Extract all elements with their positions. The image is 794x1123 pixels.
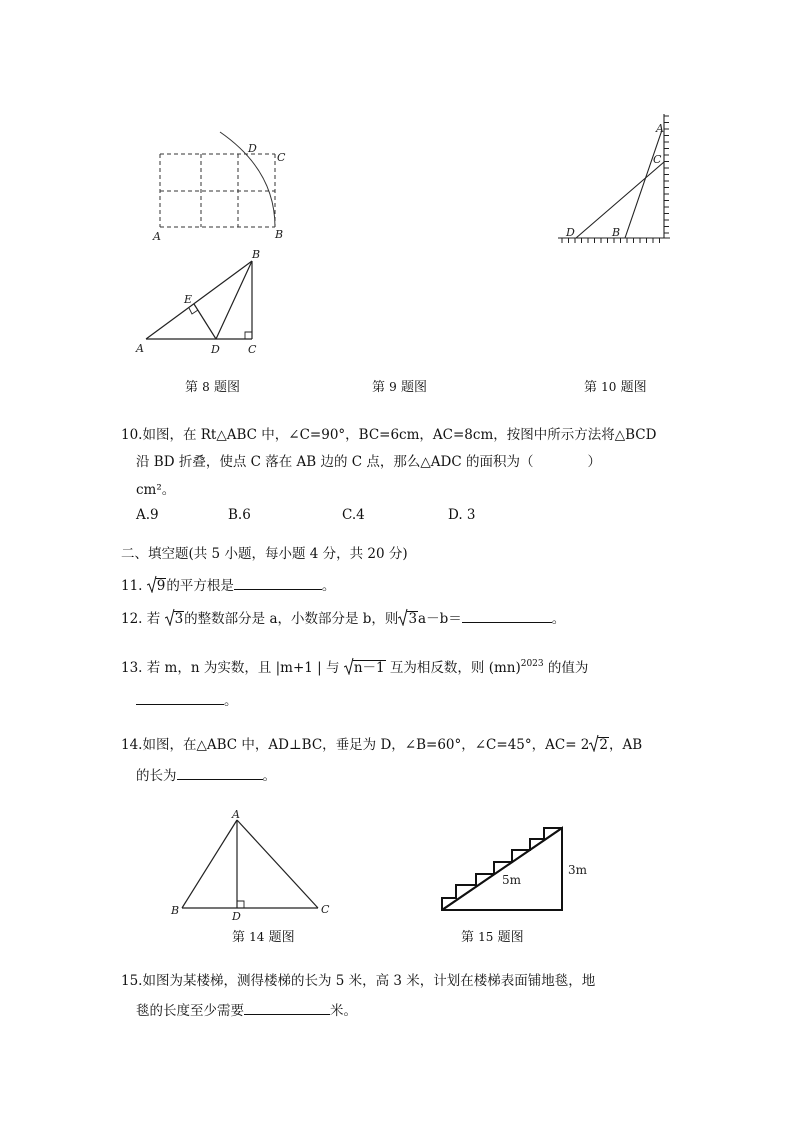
fig8-label-a: A [153, 230, 161, 243]
fig8-label-d: D [248, 142, 257, 155]
q13-radicand: n－1 [353, 660, 385, 676]
figure-14-triangle [170, 806, 340, 924]
q10-option-b[interactable]: B.6 [228, 507, 251, 523]
q11-radicand: 9 [156, 578, 166, 594]
q12-radical [165, 609, 185, 629]
caption-fig-8 [185, 376, 240, 395]
q15-answer-blank[interactable] [244, 1000, 330, 1015]
fig8b-label-a: A [136, 342, 144, 355]
caption-text: 第 [372, 380, 386, 395]
q10-line-1: 10.如图，在 Rt△ABC 中，∠C=90°，BC=6cm，AC=8cm，按图中所示方法将△BCD [121, 427, 657, 443]
fig10-label-b: B [612, 226, 621, 239]
fig8b-label-b: B [252, 248, 261, 261]
fig14-label-b: B [171, 904, 180, 917]
q13-post: 的值为 [543, 660, 589, 676]
fig8b-label-d: D [211, 343, 220, 356]
fig14-label-d: D [232, 910, 241, 923]
q12-answer-blank[interactable] [462, 608, 552, 623]
fig10-label-a: A [656, 122, 664, 135]
q12-expr: a－b＝ [418, 611, 462, 627]
q14-end: 。 [262, 768, 276, 784]
figure-15-staircase [436, 822, 606, 922]
q13-mid: 互为相反数，则 (mn) [389, 660, 521, 676]
caption-text: 题图 [268, 930, 295, 945]
fig8b-label-c: C [248, 343, 257, 356]
q13-end: 。 [224, 693, 238, 709]
q14-text-2: 的长为 [136, 768, 177, 784]
q13-line-1 [121, 654, 588, 678]
q10-option-a[interactable]: A.9 [136, 507, 159, 523]
q10-line-2: 沿 BD 折叠，使点 C 落在 AB 边的 C 点，那么△ADC 的面积为（ ） [136, 454, 601, 470]
q12 [121, 608, 565, 629]
caption-number: 14 [249, 930, 265, 944]
fig8-label-b: B [275, 228, 284, 241]
q14-line-1 [121, 735, 642, 755]
section-2-title: 二、填空题(共 5 小题，每小题 4 分，共 20 分) [121, 546, 408, 562]
caption-text: 第 [461, 930, 475, 945]
fig8-label-c: C [277, 151, 286, 164]
q11-radical [147, 576, 167, 596]
fig10-label-c: C [653, 153, 662, 166]
caption-fig-10 [584, 376, 647, 395]
q15-line-2 [136, 1000, 357, 1021]
q11-text: 的平方根是 [166, 578, 234, 594]
figure-8-triangle [132, 246, 272, 358]
figure-10-ladder [552, 110, 682, 250]
q12-mid: 的整数部分是 a，小数部分是 b，则 [184, 611, 399, 627]
fig14-label-c: C [321, 903, 330, 916]
q10-line-3: cm²。 [136, 482, 176, 498]
q13-pre: 13. 若 m，n 为实数，且 |m+1 | 与 [121, 660, 340, 676]
caption-text: 题图 [213, 380, 240, 395]
caption-fig-15 [461, 926, 524, 945]
q11-end: 。 [321, 578, 336, 594]
q14-line1-end: ，AB [609, 737, 643, 753]
caption-text: 题图 [497, 930, 524, 945]
caption-text: 第 [584, 380, 598, 395]
q10-option-c[interactable]: C.4 [342, 507, 365, 523]
q12-pre: 12. 若 [121, 611, 161, 627]
q14-radical [589, 735, 609, 755]
q12-radical-2 [398, 609, 418, 629]
caption-fig-9 [372, 376, 427, 395]
q14-radicand: 2 [599, 737, 608, 753]
fig15-label-height: 3m [568, 863, 588, 877]
q11-number: 11. [121, 578, 147, 594]
q13-line-2 [136, 690, 238, 711]
caption-number: 8 [202, 380, 210, 394]
caption-text: 第 [232, 930, 246, 945]
fig15-label-hyp: 5m [502, 873, 522, 887]
q12-radicand-2: 3 [408, 611, 418, 627]
q11-answer-blank[interactable] [234, 575, 322, 590]
figure-8-grid [150, 140, 290, 250]
q14-text: 14.如图，在△ABC 中，AD⊥BC，垂足为 D，∠B=60°，∠C=45°，AC= 2 [121, 737, 590, 753]
caption-text: 题图 [620, 380, 647, 395]
q10-option-d[interactable]: D. 3 [448, 507, 476, 523]
q12-end: 。 [551, 611, 566, 627]
caption-text: 第 [185, 380, 199, 395]
caption-number: 10 [601, 380, 617, 394]
fig14-label-a: A [232, 808, 240, 821]
caption-text: 题图 [400, 380, 427, 395]
q15-text-2: 毯的长度至少需要 [136, 1003, 244, 1019]
q11 [121, 575, 335, 596]
q15-line-1: 15.如图为某楼梯，测得楼梯的长为 5 米，高 3 米，计划在楼梯表面铺地毯，地 [121, 973, 596, 989]
fig10-label-d: D [566, 226, 575, 239]
q14-line-2 [136, 765, 276, 786]
caption-number: 15 [478, 930, 494, 944]
q13-radical [344, 658, 386, 678]
caption-fig-14 [232, 926, 295, 945]
q13-answer-blank[interactable] [136, 690, 224, 705]
fig8b-label-e: E [184, 293, 193, 306]
q12-radicand: 3 [174, 611, 184, 627]
q13-exponent: 2023 [520, 659, 544, 669]
caption-number: 9 [389, 380, 397, 394]
q14-answer-blank[interactable] [177, 765, 263, 780]
q15-end: 米。 [330, 1003, 357, 1019]
